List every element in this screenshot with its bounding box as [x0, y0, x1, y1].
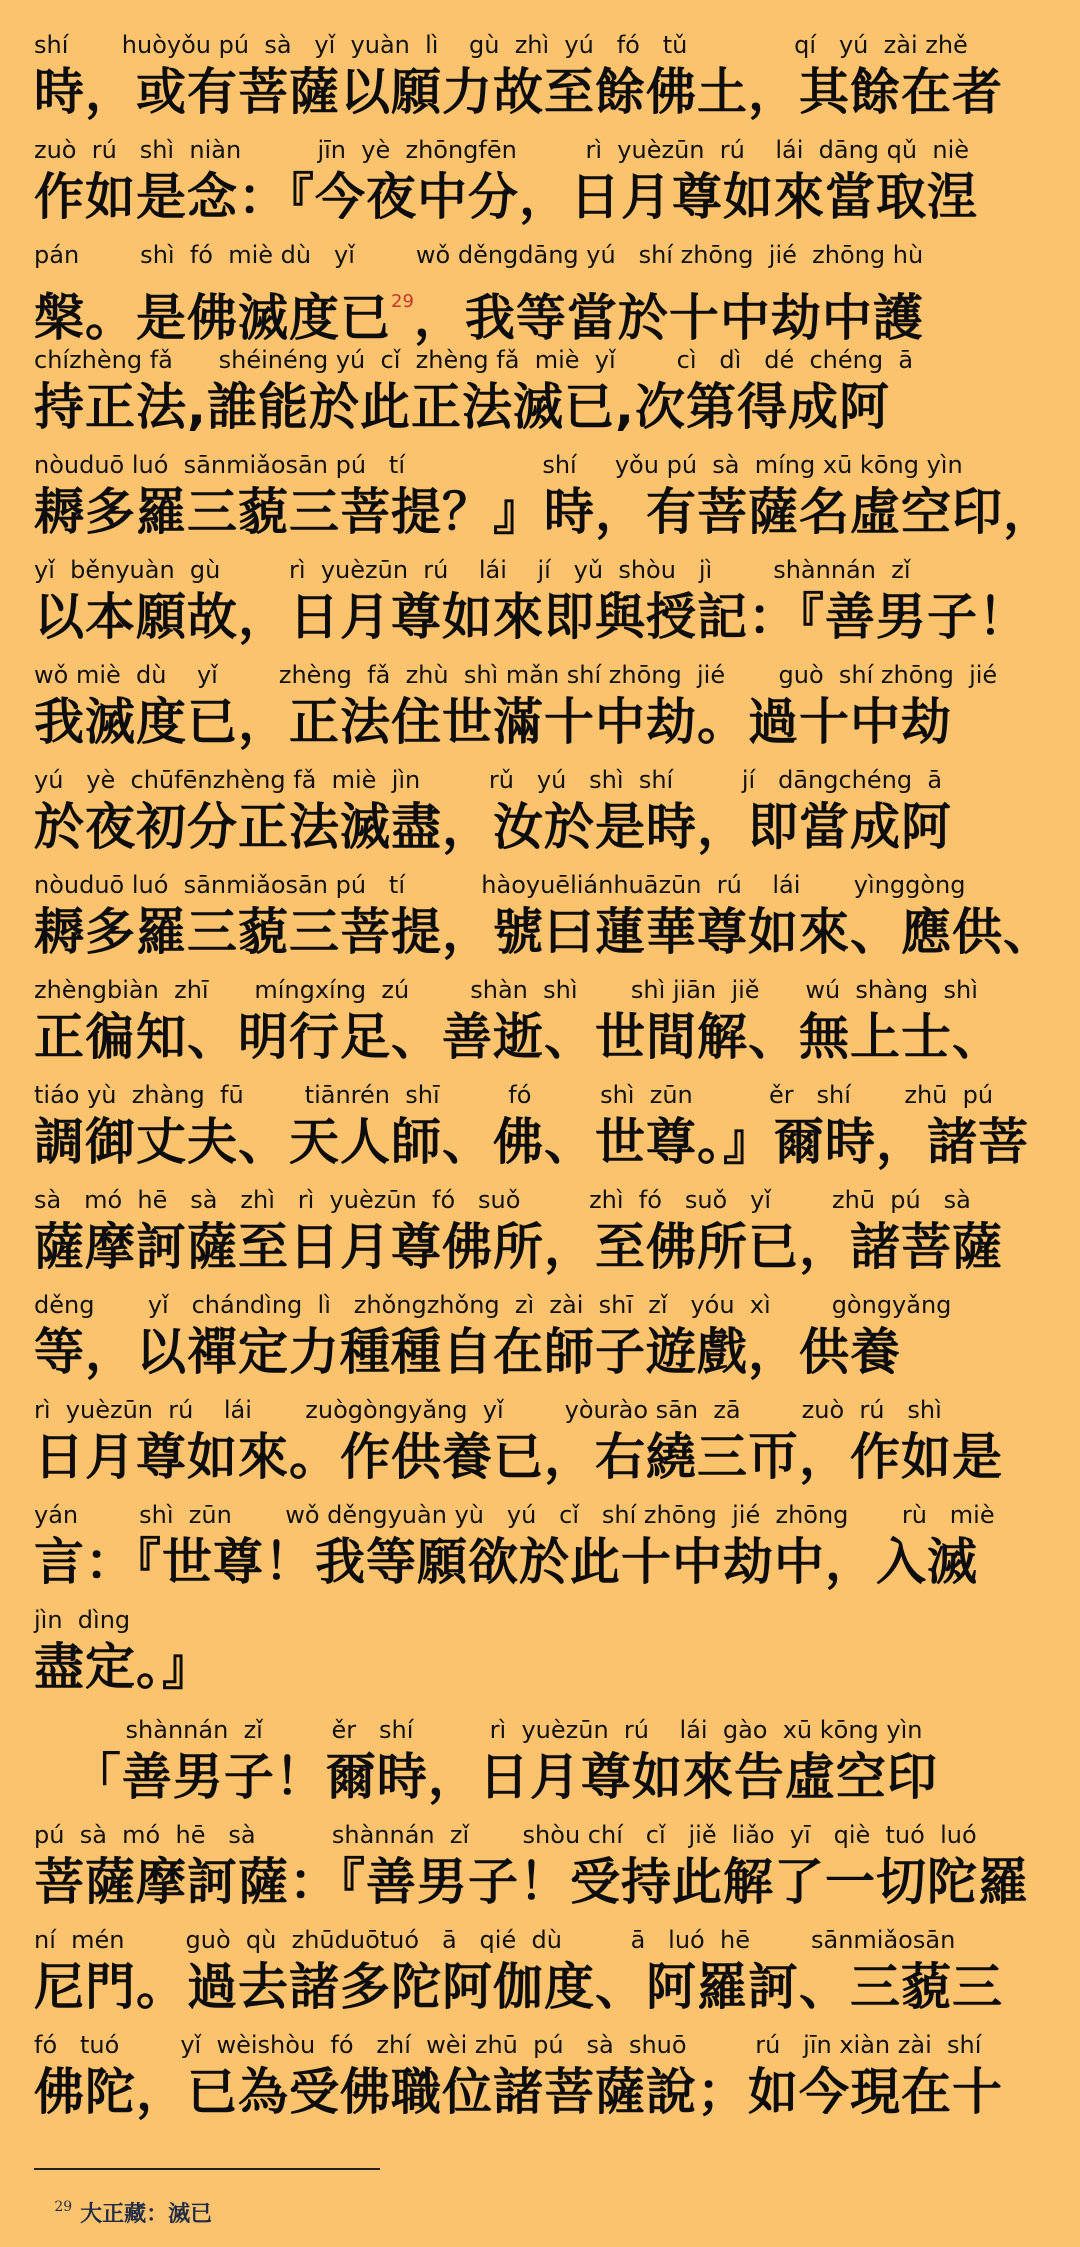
- text-line-6: [34, 555, 1054, 660]
- text-line-14: [34, 1395, 1054, 1500]
- pinyin-line: nòuduō luó sānmiǎosān pú tí hàoyuēliánhuāzūn rú lái yìnggòng: [34, 871, 966, 899]
- chinese-line: 菩薩摩訶薩：『善男子！受持此解了一切陀羅: [34, 1853, 1029, 1911]
- chinese-segment: 槃。是佛滅度已: [34, 289, 391, 347]
- text-line-11: [34, 1080, 1054, 1185]
- chinese-line: 持正法,誰能於此正法滅已,次第得成阿: [34, 378, 890, 436]
- text-line-10: [34, 975, 1054, 1080]
- chinese-line: 薩摩訶薩至日月尊佛所，至佛所已，諸菩薩: [34, 1218, 1003, 1276]
- text-line-12: [34, 1185, 1054, 1290]
- pinyin-line: wǒ miè dù yǐ zhèng fǎ zhù shì mǎn shí zhōng jié guò shí zhōng jié: [34, 661, 998, 689]
- chinese-line: 等，以禪定力種種自在師子遊戲，供養: [34, 1323, 901, 1381]
- chinese-line: [34, 270, 1054, 350]
- pinyin-line: jìn dìng: [34, 1606, 131, 1634]
- chinese-line: 言：『世尊！我等願欲於此十中劫中，入滅: [34, 1533, 978, 1591]
- text-line-8: [34, 765, 1054, 870]
- footnote-text: 大正藏：滅已: [80, 2201, 213, 2227]
- text-line-15: [34, 1500, 1054, 1605]
- chinese-line: 耨多羅三藐三菩提？』時，有菩薩名虛空印，: [34, 483, 1054, 541]
- text-line-1: [34, 30, 1054, 135]
- pinyin-line: ní mén guò qù zhūduōtuó ā qié dù ā luó hē sānmiǎosān: [34, 1926, 956, 1954]
- footnote-reference[interactable]: 29: [391, 291, 414, 312]
- chinese-line: 耨多羅三藐三菩提，號曰蓮華尊如來、應供、: [34, 903, 1054, 961]
- text-line-19: [34, 1925, 1054, 2030]
- pinyin-line: děng yǐ chándìng lì zhǒngzhǒng zì zài shī zǐ yóu xì gòngyǎng: [34, 1291, 952, 1319]
- text-line-9: [34, 870, 1054, 975]
- footnote: [34, 2178, 212, 2247]
- chinese-line: 調御丈夫、天人師、佛、世尊。』爾時，諸菩: [34, 1113, 1029, 1171]
- text-line-18: [34, 1820, 1054, 1925]
- pinyin-line: yǐ běnyuàn gù rì yuèzūn rú lái jí yǔ shòu jì shànnán zǐ: [34, 556, 911, 584]
- pinyin-line: shí huòyǒu pú sà yǐ yuàn lì gù zhì yú fó tǔ qí yú zài zhě: [34, 31, 968, 59]
- pinyin-line: pú sà mó hē sà shànnán zǐ shòu chí cǐ jiě liǎo yī qiè tuó luó: [34, 1821, 977, 1849]
- chinese-segment: ，我等當於十中劫中護: [413, 289, 924, 347]
- text-line-7: [34, 660, 1054, 765]
- chinese-line: 我滅度已，正法住世滿十中劫。過十中劫: [34, 693, 952, 751]
- text-line-4: [34, 345, 1054, 450]
- text-line-5: [34, 450, 1054, 555]
- pinyin-line: zhèngbiàn zhī míngxíng zú shàn shì shì jiān jiě wú shàng shì: [34, 976, 978, 1004]
- chinese-line: 於夜初分正法滅盡，汝於是時，即當成阿: [34, 798, 952, 856]
- pinyin-line: sà mó hē sà zhì rì yuèzūn fó suǒ zhì fó suǒ yǐ zhū pú sà: [34, 1186, 971, 1214]
- text-line-17: [34, 1715, 1054, 1820]
- footnote-divider: [34, 2168, 380, 2170]
- chinese-line: 尼門。過去諸多陀阿伽度、阿羅訶、三藐三: [34, 1958, 1003, 2016]
- chinese-line: 時，或有菩薩以願力故至餘佛土，其餘在者: [34, 63, 1003, 121]
- text-line-2: [34, 135, 1054, 240]
- chinese-line: 以本願故，日月尊如來即與授記：『善男子！: [34, 588, 1029, 646]
- text-line-13: [34, 1290, 1054, 1395]
- pinyin-line: shànnán zǐ ěr shí rì yuèzūn rú lái gào xū kōng yìn: [34, 1716, 923, 1744]
- chinese-line: 作如是念：『今夜中分，日月尊如來當取涅: [34, 168, 978, 226]
- pinyin-line: yán shì zūn wǒ děngyuàn yù yú cǐ shí zhōng jié zhōng rù miè: [34, 1501, 995, 1529]
- chinese-line: 「善男子！爾時，日月尊如來告虛空印: [34, 1748, 938, 1806]
- chinese-line: 正徧知、明行足、善逝、世間解、無上士、: [34, 1008, 1003, 1066]
- pinyin-line: tiáo yù zhàng fū tiānrén shī fó shì zūn ěr shí zhū pú: [34, 1081, 994, 1109]
- text-line-20: [34, 2030, 1054, 2135]
- chinese-line: 佛陀，已為受佛職位諸菩薩說；如今現在十: [34, 2063, 1003, 2121]
- pinyin-line: chízhèng fǎ shéinéng yú cǐ zhèng fǎ miè yǐ cì dì dé chéng ā: [34, 346, 914, 374]
- pinyin-line: fó tuó yǐ wèishòu fó zhí wèi zhū pú sà shuō rú jīn xiàn zài shí: [34, 2031, 982, 2059]
- pinyin-line: pán shì fó miè dù yǐ wǒ děngdāng yú shí zhōng jié zhōng hù: [34, 241, 924, 269]
- chinese-line: 盡定。』: [34, 1638, 213, 1696]
- pinyin-line: nòuduō luó sānmiǎosān pú tí shí yǒu pú sà míng xū kōng yìn: [34, 451, 963, 479]
- text-line-3: [34, 240, 1054, 345]
- chinese-line: 日月尊如來。作供養已，右繞三帀，作如是: [34, 1428, 1003, 1486]
- pinyin-line: rì yuèzūn rú lái zuògòngyǎng yǐ yòurào sān zā zuò rú shì: [34, 1396, 942, 1424]
- pinyin-line: yú yè chūfēnzhèng fǎ miè jìn rǔ yú shì shí jí dāngchéng ā: [34, 766, 943, 794]
- text-line-16: [34, 1605, 1054, 1710]
- footnote-number: 29: [54, 2199, 73, 2215]
- pinyin-line: zuò rú shì niàn jīn yè zhōngfēn rì yuèzūn rú lái dāng qǔ niè: [34, 136, 970, 164]
